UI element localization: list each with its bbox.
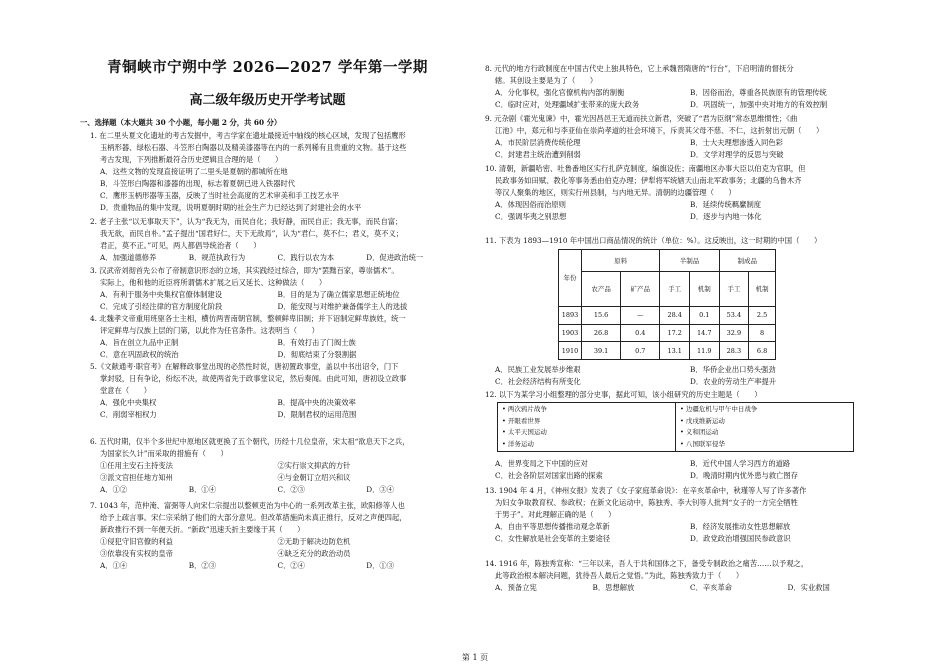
question-7 [90,500,455,572]
option-c: C．临时应对，处理疆域扩张带来的庞大政务 [495,100,640,109]
table-cell: 28.4 [660,307,690,325]
statements-row [90,472,455,484]
question-stem: 辖。其创设主要是为了（ ） [495,76,598,85]
table-subheader: 农产品 [582,272,621,307]
option-a: A．分化事权，强化官僚机构内部的制衡 [495,88,625,97]
question-stem: 堂意在（ ） [100,386,152,395]
question-12-options [495,458,885,482]
option-b: B．②③ [188,561,217,570]
option-c: C．意在巩固政权的统治 [100,350,179,359]
table-cell: 26.8 [582,324,621,342]
table-subheader: 机制 [689,272,719,307]
option-a: A．体现因俗而治原则 [495,200,566,209]
statement: ①侵犯守旧官僚的利益 [100,537,173,546]
question-stem: 为国家长久计”而采取的措施有（ ） [100,449,228,458]
option-d: D．贵重物品的集中发现，说明夏朝时期的社会生产力已经达到了封建社会的水平 [100,203,362,212]
question-stem: 1. 在二里头夏文化遗址的考古发掘中，考古学家在遗址最接近中轴线的核心区域，发现了包括鹰形 [90,131,406,140]
option-c: C．女性解放是社会变革的主要途径 [495,534,611,543]
table-cell: — [621,307,660,325]
list-item: • 边疆危机与甲午中日战争 [680,405,758,413]
table-subheader: 手工 [719,272,749,307]
option-a: A．①② [100,485,128,494]
option-a: A．市民阶层消费传统伦理 [495,138,581,147]
table-header: 制成品 [719,250,775,272]
option-a: A．这些文物的发现直接证明了二里头是夏朝的都城所在地 [100,167,288,176]
question-stem: 9. 元杂剧《霍光鬼谏》中，霍光因昌邑王无道而扶立新君，突破了“君为臣纲”常态思维惯性；《曲 [485,114,798,123]
options-row [90,349,455,361]
option-d: D．晚清时期内忧外患与救亡图存 [690,471,799,480]
options-row [90,560,455,572]
option-c: C．社会各阶层对国家出路的探索 [495,471,603,480]
exam-subtitle: 高二级年级历史开学考试题 [189,93,346,108]
option-a: A．世界变局之下中国的应对 [495,459,588,468]
option-c: C．强调华夷之别思想 [495,212,567,221]
question-14 [485,558,885,594]
statement: ②实行崇文抑武的方针 [277,461,351,470]
question-stem: 10. 清朝，新疆哈密、吐鲁番地区实行扎萨克制度，编旗设佐；南疆地区办事大臣以伯克为官职，但 [485,164,806,173]
options-row [485,99,885,111]
question-stem: 新政推行不到一年便夭折。“新政”迅速夭折主要缘于其（ ） [100,525,305,534]
option-a: A．自由平等思想传播推动观念革新 [495,522,610,531]
option-b: B．①④ [188,485,217,494]
option-a: A．加强道德修养 [100,253,157,262]
question-3 [90,265,455,313]
list-item: • 洋务运动 [502,439,534,448]
option-b: B．近代中国人学习西方的道路 [690,459,791,468]
events-left [498,403,676,452]
options-row [485,521,885,533]
events-table [497,402,854,452]
statements-row [90,536,455,548]
option-a: A．预备立宪 [495,583,537,592]
options-row [495,376,885,388]
option-c: C．封建君主统治遭到削弱 [495,150,581,159]
exam-title: 青铜峡市宁朔中学 2026—2027 学年第一学期 [107,59,428,76]
question-10 [485,163,885,223]
option-d: D．彻底结束了分裂割据 [277,350,357,359]
table-cell: 11.9 [689,342,719,360]
question-stem: 2. 老子主张“以无事取天下”，认为“我无为，而民自化；我好静，而民自正；我无事，而民自富； [90,217,403,226]
question-stem: 7. 1043 年，范仲淹、富弼等人向宋仁宗提出以整顿吏治为中心的一系列改革主张，欧阳修等人也 [90,501,405,510]
list-item: • 八国联军侵华 [680,439,725,448]
options-row [495,470,885,482]
question-2 [90,216,455,264]
option-d: D．农业的劳动生产率提升 [690,377,777,386]
options-row [485,533,885,545]
question-stem: 5.《文献通考·职官考》在解释政事堂出现的必然性时说，唐初置政事堂，盖以中书出诏令，门下 [90,362,399,371]
options-row [90,337,455,349]
options-row [90,484,455,496]
option-d: D．限制君权的运用范围 [277,410,357,419]
table-cell: 0.1 [689,307,719,325]
question-stem: 玉柄形器、绿松石器、斗笠形白陶器以及精美漆器等在内的一系列稀有且贵重的文物。基于这些 [100,143,407,152]
statement: ②无助于解决边防危机 [277,537,351,546]
table-cell: 53.4 [719,307,749,325]
statement: ③派文官担任地方知州 [100,473,173,482]
question-11-options [495,364,885,388]
options-row [485,149,885,161]
options-row [90,252,455,264]
options-row [495,458,885,470]
option-c: C．②③ [277,485,305,494]
options-row [485,199,885,211]
table-cell: 32.9 [719,324,749,342]
table-cell: 17.2 [660,324,690,342]
option-c: C．辛亥革命 [690,583,733,592]
table-cell: 14.7 [689,324,719,342]
option-c: C．削弱宰相权力 [100,410,157,419]
options-row [485,87,885,99]
option-d: D．巩固统一，加强中央对地方的有效控制 [690,100,828,109]
option-c: C．②④ [277,561,305,570]
table-subheader: 机制 [749,272,776,307]
question-5 [90,361,455,421]
question-stem: 此等政治根本解决问题，犹待吾人最后之觉悟。”为此，陈独秀致力于（ ） [495,571,744,580]
question-stem: 民政事务如田赋、教化等事务悉由伯克办理；伊犁将军统辖天山南北军政事务；北疆的乌鲁木齐 [495,176,802,185]
table-row [559,324,776,342]
statements-row [90,548,455,560]
table-subheader: 手工 [660,272,690,307]
question-4 [90,313,455,361]
statement: ③依靠没有实权的皇帝 [100,549,173,558]
question-stem: 于男子”。对此理解正确的是（ ） [495,510,616,519]
table-cell: 0.7 [621,342,660,360]
option-b: B．规范执政行为 [188,253,246,262]
option-c: C．完成了引经注律的官方制度化阶段 [100,302,223,311]
table-cell: 13.1 [660,342,690,360]
options-row [495,364,885,376]
question-11-stem: 11. 下表为 1893—1910 年中国出口商品情况的统计（单位：%）。这反映出，这一时期的中国（ ） [485,236,822,245]
option-d: D．③④ [366,485,394,494]
export-table [558,249,776,360]
options-row [485,211,885,223]
question-stem: 实际上，他和他的近臣将所谓儒术扩展之后又延长、这种做法（ ） [100,278,327,287]
option-b: B．士大夫理想渗透入同色彩 [690,138,783,147]
list-item: • 戊戌维新运动 [680,416,725,425]
list-item: • 开眼看世界 [502,416,541,425]
question-stem: 为妇女争取教育权、参政权；在新文化运动中，陈独秀、李大钊等人批判“女子的一方完全牺牲 [495,498,798,507]
question-stem: 考古发现，下列推断最符合历史逻辑且合理的是（ ） [100,155,283,164]
question-stem: 掌封驳，日有争论，纷纭不决，故使两省先于政事堂议定，然后奏闻。由此可知，唐初设立政事 [100,374,407,383]
question-9 [485,113,885,161]
option-b: B．目的是为了确立儒家思想正统地位 [277,290,400,299]
options-row [90,397,455,409]
options-row [485,137,885,149]
option-a: A．旨在创立九品中正制 [100,338,179,347]
question-8 [485,63,885,111]
option-a: A．强化中央集权 [100,398,157,407]
question-stem: 4. 北魏孝文帝重用班驱各士主相，横仿两晋南朝官制，整顿鲜卑旧制；并下诏制定鲜卑族姓，统一 [90,314,406,323]
statement: ④缺乏充分的政治动员 [277,549,351,558]
option-d: D．逐步与内地一体化 [690,212,762,221]
table-header: 年份 [559,250,582,307]
question-stem: 江池》中，郑元和与李亚仙在崇尚孝道的社会环境下，斥责其父母不慈、不仁，这折射出元朝（ ） [495,126,824,135]
table-cell: 39.1 [582,342,621,360]
statements-row [90,460,455,472]
option-c: C．鹰形玉柄形器等玉器，反映了当时社会高度的艺术审美和手工技艺水平 [100,191,340,200]
table-cell: 1893 [559,307,582,325]
option-c: C．社会经济结构有所变化 [495,377,581,386]
option-d: D．实业救国 [787,583,830,592]
options-row [90,301,455,313]
page-number: 第 1 页 [461,653,489,662]
options-row [90,409,455,421]
option-b: B．有效打击了门阀士族 [277,338,356,347]
question-stem: 8. 元代的地方行政制度在中国古代史上独具特色，它上承魏晋隋唐的“行台”，下启明清的督抚分 [485,64,794,73]
option-b: B．思想解放 [592,583,635,592]
question-stem: 等汉人聚集的地区，则实行州县制，与内地无异。清朝的边疆管理（ ） [495,188,736,197]
statement: ④与金朝订立绍兴和议 [277,473,351,482]
question-stem: 3. 汉武帝刘彻首先公布了帝制意识形态的立场，其实践经过综合，即为“罢黜百家，尊崇儒术”。 [90,266,399,275]
options-row [90,289,455,301]
options-row [485,582,885,594]
option-b: B．因俗而治，尊重各民族原有的管理传统 [690,88,827,97]
option-d: D．文学对理学的反思与突破 [690,150,784,159]
option-b: B．经济发展推动女性思想解放 [690,522,791,531]
statement: ①任用主安石主持变法 [100,461,173,470]
option-d: D．政党政治增强国民参政意识 [690,534,791,543]
list-item: • 太平天国运动 [502,428,547,436]
table-cell: 1910 [559,342,582,360]
table-cell: 1903 [559,324,582,342]
table-header: 半制品 [660,250,719,272]
question-stem: 君正，莫不正。”可见，两人都倡导统治者（ ） [100,241,261,250]
table-cell: 15.6 [582,307,621,325]
question-13 [485,485,885,545]
question-stem: 评定鲜卑与汉族上层的门第，以此作为任官条件。这表明当（ ） [100,326,319,335]
list-item: • 两次鸦片战争 [502,405,547,413]
option-d: D．促进政治统一 [366,253,424,262]
table-row [559,307,776,325]
question-1 [90,130,455,214]
option-a: A．有利于服务中央集权官僚体制建设 [100,290,223,299]
option-b: B．提高中央的决策效率 [277,398,356,407]
table-row [559,342,776,360]
option-b: B．华侨企业出口势头强劲 [690,365,776,374]
list-item: • 义和团运动 [680,428,719,436]
option-c: C．践行以农为本 [277,253,335,262]
table-cell: 8 [749,324,776,342]
option-b: B．斗笠形白陶器和漆器的出现，标志着夏朝已进入铁器时代 [100,179,296,188]
question-12-stem: 12. 以下为某学习小组整理的部分史事，据此可知，该小组研究的历史主题是（ ） [485,390,762,399]
table-cell: 28.3 [719,342,749,360]
question-stem: 13. 1904 年 4 月，《神州女报》发表了《女子家庭革命说》：在辛亥革命中，秋瑾等人写了许多著作 [485,486,807,495]
table-cell: 2.5 [749,307,776,325]
table-subheader: 矿产品 [621,272,660,307]
option-d: D．①③ [366,561,394,570]
option-d: D．能安现与对维护兼备儒学主人的选拔 [277,302,408,311]
question-stem: 我无欲，而民自朴。”孟子提出“国君好仁，天下无敌焉”，认为“君仁，莫不仁；君义，莫不义； [100,229,404,238]
question-6 [90,436,455,496]
option-b: B．延续传统羁縻制度 [690,200,762,209]
table-header: 原料 [582,250,660,272]
section-heading: 一、选择题（本大题共 30 个小题，每小题 2 分，共 60 分） [80,118,282,127]
table-cell: 6.8 [749,342,776,360]
option-a: A．①④ [100,561,128,570]
table-cell: 0.4 [621,324,660,342]
events-right [676,403,854,452]
question-stem: 给予上疏言事。宋仁宗采纳了他们的大部分意见。但改革措施尚未真正推行，反对之声便四起， [100,513,407,522]
question-stem: 6. 五代时期，仅半个多世纪中原地区就更换了五个朝代，历经十几位皇帝，宋太祖“欲息天下之兵， [90,437,410,446]
question-stem: 14. 1916 年，陈独秀宣称：“三年以来，吾人于共和国体之下，备受专制政治之痛苦……以予观之， [485,559,809,568]
option-a: A．民族工业发展举步维艰 [495,365,581,374]
